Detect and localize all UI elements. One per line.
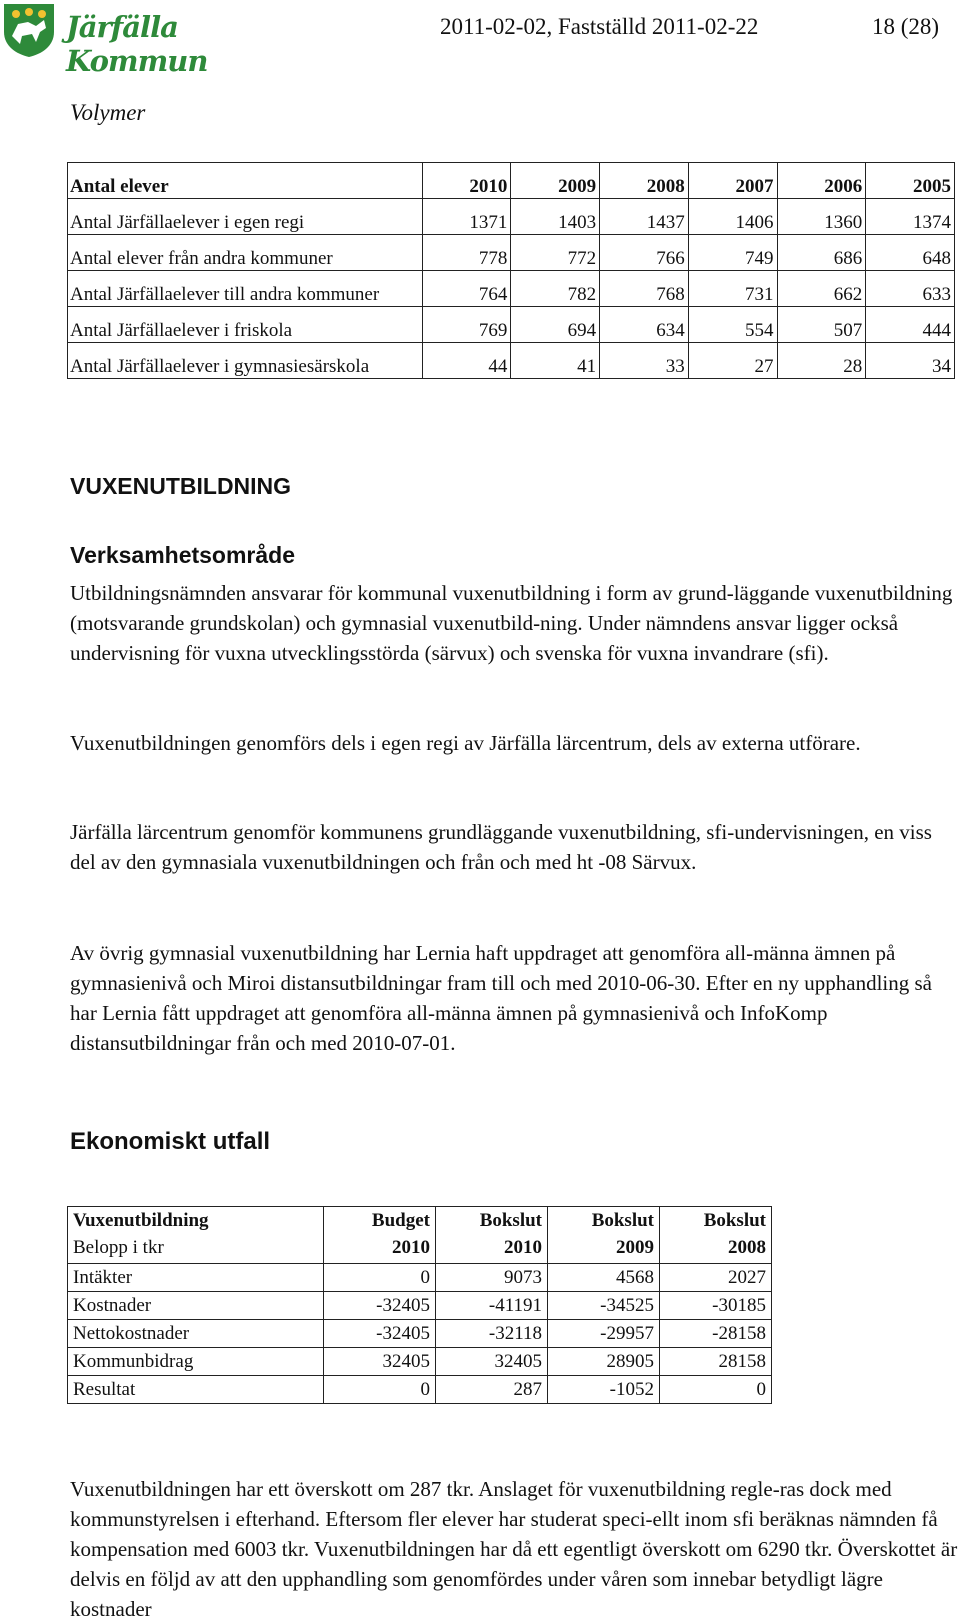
cell-value: 1403 [511,199,600,235]
column-header-top: Bokslut [703,1210,766,1231]
row-label: Antal Järfällaelever i gymnasiesärskola [68,343,423,379]
cell-value: -28158 [660,1320,772,1348]
cell-value: 634 [600,307,689,343]
column-header-top: Bokslut [479,1210,542,1231]
cell-value: -1052 [548,1376,660,1404]
cell-value: 44 [422,343,511,379]
cell-value: 1360 [777,199,866,235]
table-row [68,235,955,271]
cell-value: 9073 [436,1264,548,1292]
row-label: Intäkter [68,1264,324,1292]
body-paragraph: Utbildningsnämnden ansvarar för kommunal vuxenutbildning i form av grund-läggande vuxenutbildning (motsvarande grundskolan) och gymnasial vuxenutbild-ning. Under nämndens ansvar ligger också undervisning för vuxna utvecklingsstörda (särvux) och svenska för vuxna invandrare (sfi). [70,581,953,665]
cell-value: 686 [777,235,866,271]
header-sublabel: Belopp i tkr [73,1237,164,1258]
cell-value: 28 [777,343,866,379]
year-header: 2007 [688,163,777,199]
page-header [0,0,960,78]
coat-of-arms-icon [2,2,56,58]
cell-value: 507 [777,307,866,343]
column-header [436,1207,548,1264]
cell-value: 782 [511,271,600,307]
section-heading: VUXENUTBILDNING [70,473,292,499]
cell-value: 33 [600,343,689,379]
logo-wordmark: Järfälla Kommun [66,10,208,78]
year-header: 2008 [600,163,689,199]
table-header-row [68,163,955,199]
cell-value: 27 [688,343,777,379]
body-paragraph: Av övrig gymnasial vuxenutbildning har Lernia haft uppdraget att genomföra all-männa ämnen på gymnasienivå och Miroi distansutbildningar fram till och med 2010-06-30. Efter en ny upphandling så har Lernia fått uppdraget att genomföra all-männa ämnen på gymnasienivå och InfoKomp distansutbildningar från och med 2010-07-01. [70,941,932,1055]
row-label: Kommunbidrag [68,1348,324,1376]
municipality-logo [2,2,278,78]
cell-value: 0 [324,1264,436,1292]
cell-value: -34525 [548,1292,660,1320]
volymer-caption: Volymer [70,100,146,125]
column-header [548,1207,660,1264]
cell-value: 731 [688,271,777,307]
cell-value: 444 [866,307,955,343]
cell-value: 1406 [688,199,777,235]
row-label: Kostnader [68,1292,324,1320]
cell-value: 662 [777,271,866,307]
cell-value: 694 [511,307,600,343]
cell-value: 768 [600,271,689,307]
header-label: Vuxenutbildning [73,1210,209,1231]
table-row [68,343,955,379]
cell-value: 2027 [660,1264,772,1292]
cell-value: -30185 [660,1292,772,1320]
column-header-year: 2009 [616,1237,654,1258]
row-label: Resultat [68,1376,324,1404]
year-header: 2010 [422,163,511,199]
cell-value: 749 [688,235,777,271]
cell-value: -41191 [436,1292,548,1320]
row-label: Antal Järfällaelever i egen regi [68,199,423,235]
column-header-year: 2008 [728,1237,766,1258]
body-paragraph: Järfälla lärcentrum genomför kommunens grundläggande vuxenutbildning, sfi-undervisningen, en viss del av den gymnasiala vuxenutbildningen och från och med ht -08 Särvux. [70,820,932,874]
cell-value: 648 [866,235,955,271]
cell-value: 764 [422,271,511,307]
cell-value: 766 [600,235,689,271]
cell-value: -32405 [324,1320,436,1348]
header-label-cell [68,1207,324,1264]
cell-value: 28158 [660,1348,772,1376]
cell-value: 778 [422,235,511,271]
document-date: 2011-02-02, Fastställd 2011-02-22 [440,14,759,39]
table-row [68,1376,772,1404]
page-number: 18 (28) [872,14,940,39]
row-label: Antal Järfällaelever till andra kommuner [68,271,423,307]
column-header-year: 2010 [392,1237,430,1258]
cell-value: 32405 [436,1348,548,1376]
cell-value: 4568 [548,1264,660,1292]
column-header-top: Bokslut [591,1210,654,1231]
table-row [68,271,955,307]
table-row [68,1264,772,1292]
table-row [68,1320,772,1348]
cell-value: 0 [660,1376,772,1404]
table-row [68,1292,772,1320]
cell-value: -32405 [324,1292,436,1320]
row-label: Nettokostnader [68,1320,324,1348]
cell-value: 32405 [324,1348,436,1376]
year-header: 2006 [777,163,866,199]
volymer-table [67,162,955,379]
cell-value: 41 [511,343,600,379]
cell-value: 554 [688,307,777,343]
cell-value: 633 [866,271,955,307]
cell-value: 34 [866,343,955,379]
table-row [68,307,955,343]
cell-value: -29957 [548,1320,660,1348]
cell-value: 28905 [548,1348,660,1376]
column-header [660,1207,772,1264]
year-header: 2009 [511,163,600,199]
cell-value: 0 [324,1376,436,1404]
table-row [68,199,955,235]
row-label: Antal elever från andra kommuner [68,235,423,271]
cell-value: 772 [511,235,600,271]
row-label: Antal Järfällaelever i friskola [68,307,423,343]
cell-value: 1371 [422,199,511,235]
cell-value: 1437 [600,199,689,235]
year-header: 2005 [866,163,955,199]
summary-paragraph: Vuxenutbildningen har ett överskott om 287 tkr. Anslaget för vuxenutbildning regle-ras dock med kommunstyrelsen i efterhand. Eftersom fler elever har studerat speci-ellt inom sfi beräknas nämnden få kompensation med 6003 tkr. Vuxenutbildningen har då ett egentligt överskott om 6290 tkr. Överskottet är delvis en följd av att den upphandling som genomfördes under våren som innebar betydligt lägre kostnader [70,1477,958,1621]
header-label: Antal elever [68,163,423,199]
table-row [68,1348,772,1376]
body-paragraph: Vuxenutbildningen genomförs dels i egen regi av Järfälla lärcentrum, dels av externa utförare. [70,731,861,755]
ekonomi-table [67,1206,772,1404]
section-subheading: Verksamhetsområde [70,542,296,568]
cell-value: -32118 [436,1320,548,1348]
cell-value: 287 [436,1376,548,1404]
cell-value: 769 [422,307,511,343]
column-header-year: 2010 [504,1237,542,1258]
column-header-top: Budget [371,1210,430,1231]
column-header [324,1207,436,1264]
ekonomi-heading: Ekonomiskt utfall [70,1128,271,1155]
cell-value: 1374 [866,199,955,235]
table-header-row [68,1207,772,1264]
